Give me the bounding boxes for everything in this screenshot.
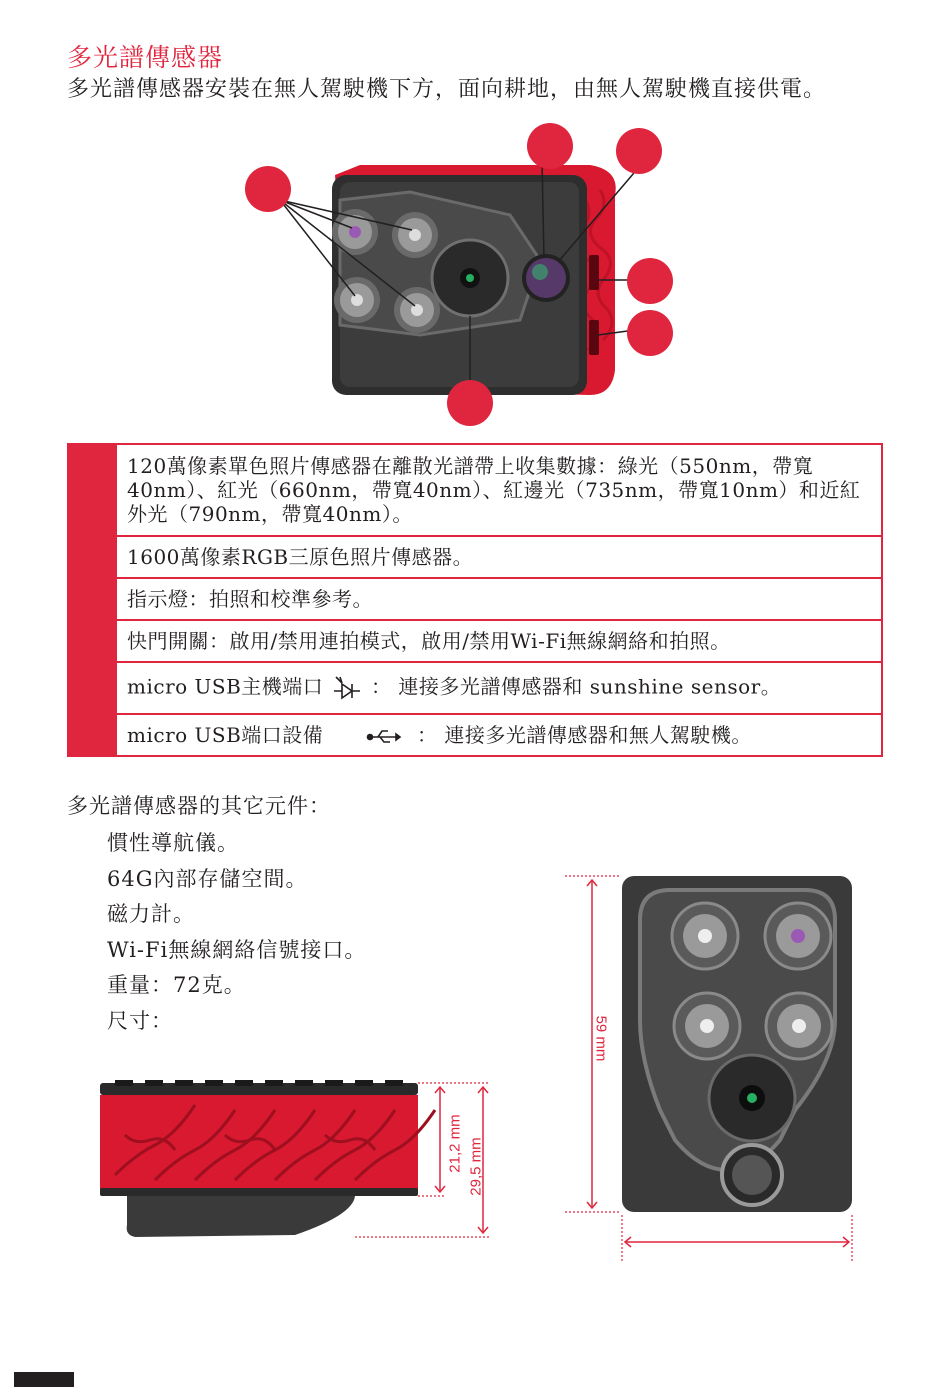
row-marker [68,714,116,756]
table-row [68,444,882,536]
usb-otg-icon [330,674,364,702]
row-marker [68,620,116,662]
row-marker [68,662,116,714]
table-row [68,714,882,756]
row-marker [68,536,116,578]
side-body-dimension-label: 21,2 mm [446,1114,464,1173]
side-total-dimension-label: 29,5 mm [467,1137,485,1196]
list-item: 尺寸： [107,1008,173,1033]
components-table [67,443,883,757]
usb-device-description: ： 連接多光譜傳感器和無人駕駛機。 [417,723,752,747]
callout-marker-rgb [447,380,493,426]
component-description: 120萬像素單色照片傳感器在離散光譜帶上收集數據：綠光（550nm，帶寬40nm）、紅光（660nm，帶寬40nm）、紅邊光（735nm，帶寬10nm）和近紅外光（790nm，帶寬40nm）。 [116,444,882,536]
component-description: 1600萬像素RGB三原色照片傳感器。 [116,536,882,578]
usb-icon [330,727,410,747]
list-item: 64G內部存儲空間。 [107,866,308,891]
table-row [68,662,882,714]
component-description: 指示燈：拍照和校準參考。 [116,578,882,620]
callout-marker-usb-device [627,310,673,356]
table-row [68,620,882,662]
list-item: 磁力計。 [107,902,195,926]
side-view-dimension-drawing [95,1075,505,1250]
callout-marker-shutter [616,128,662,174]
row-marker [68,578,116,620]
intro-paragraph: 多光譜傳感器安裝在無人駕駛機下方，面向耕地，由無人駕駛機直接供電。 [67,77,827,102]
front-view-dimension-drawing [565,870,865,1265]
table-row [68,578,882,620]
callout-marker-usb-host [627,258,673,304]
list-item: Wi-Fi無線網絡信號接口。 [107,937,367,962]
other-components [67,790,366,1039]
table-row [68,536,882,578]
callout-marker-lenses [245,166,291,212]
callout-marker-light-sensor [527,123,573,169]
other-components-list [107,826,366,1039]
list-item: 慣性導航儀。 [107,831,239,855]
row-marker [68,444,116,536]
camera-front-illustration [240,120,680,425]
component-description: 快門開關：啟用/禁用連拍模式，啟用/禁用Wi-Fi無線網絡和拍照。 [116,620,882,662]
other-components-title: 多光譜傳感器的其它元件： [67,794,331,818]
list-item: 重量：72克。 [107,973,246,997]
footer-page-marker [14,1372,74,1387]
usb-host-description: ： 連接多光譜傳感器和 sunshine sensor。 [371,674,782,699]
usb-host-label: micro USB主機端口 [127,674,324,699]
page-heading: 多光譜傳感器 [67,43,224,72]
front-height-dimension-label: 59 mm [592,1015,610,1062]
usb-device-label: micro USB端口設備 [127,723,324,747]
